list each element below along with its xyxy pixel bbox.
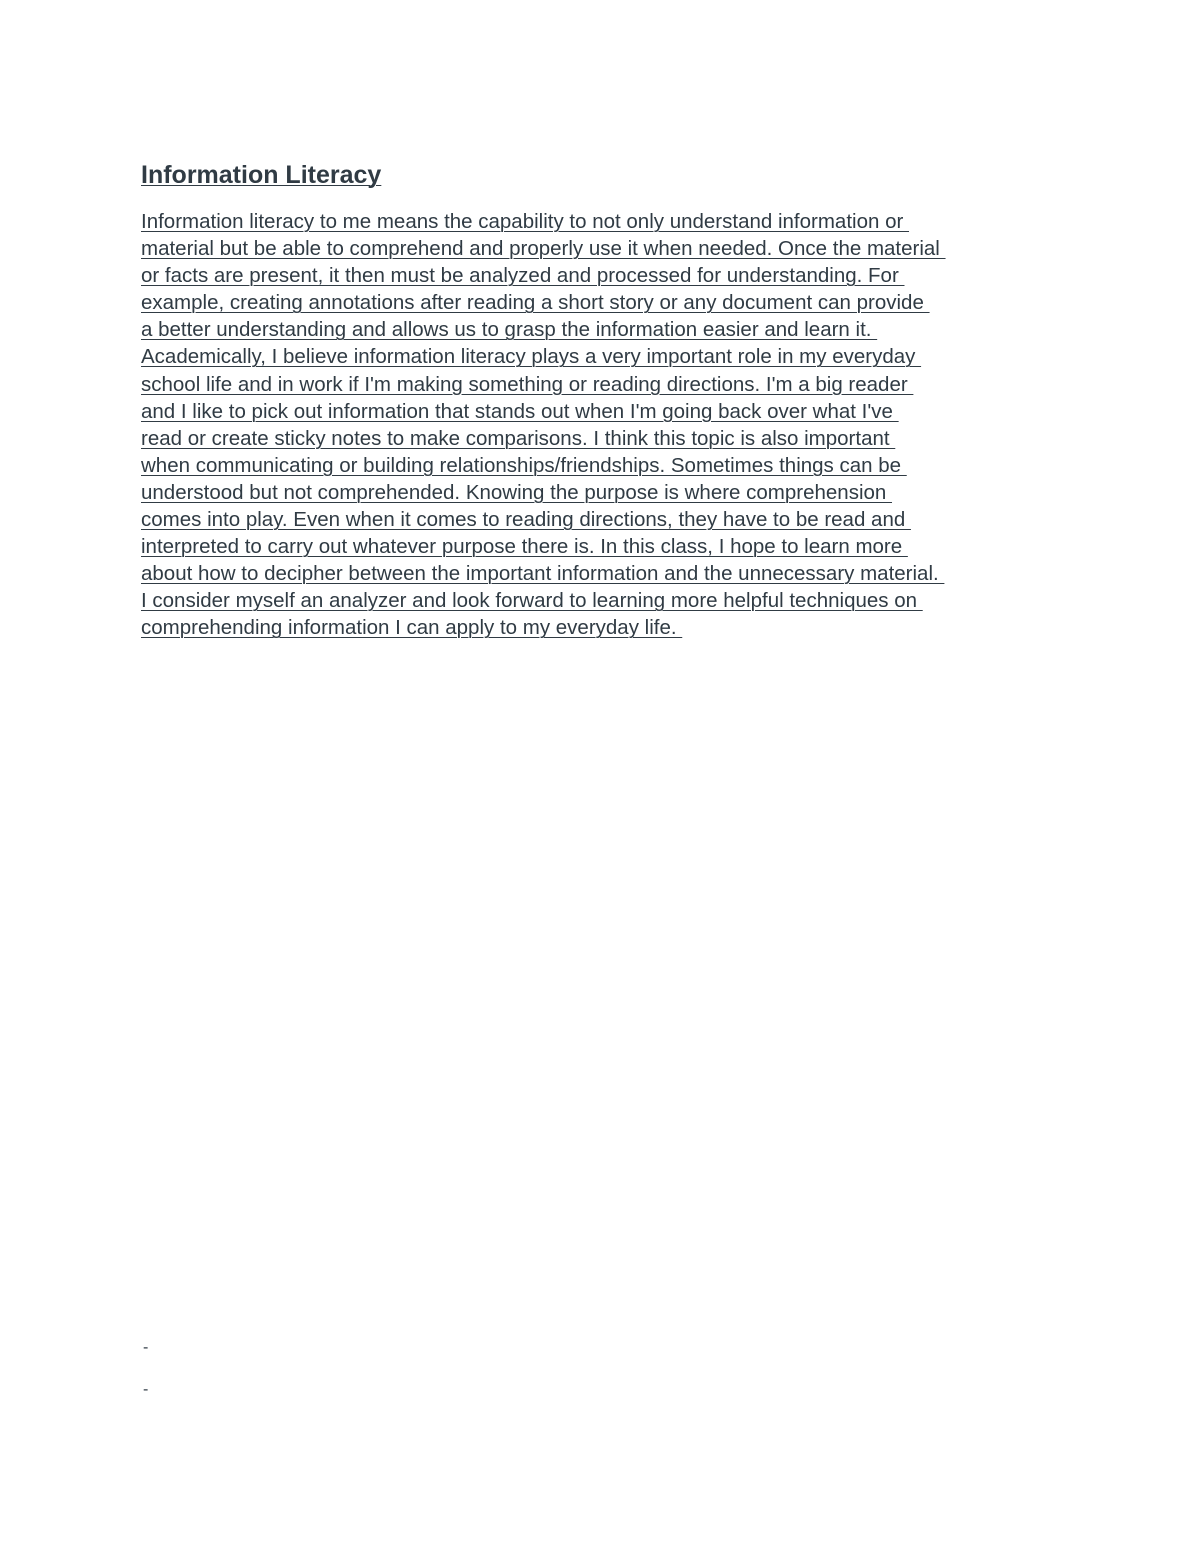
body-line: read or create sticky notes to make comparisons. I think this topic is also important — [141, 426, 896, 450]
body-line: I consider myself an analyzer and look forward to learning more helpful techniques on — [141, 589, 923, 613]
body-line: or facts are present, it then must be analyzed and processed for understanding. For — [141, 264, 905, 288]
body-line: interpreted to carry out whatever purpose there is. In this class, I hope to learn more — [141, 535, 908, 559]
body-line: school life and in work if I'm making something or reading directions. I'm a big reader — [141, 372, 914, 396]
body-line: about how to decipher between the important information and the unnecessary material. — [141, 562, 945, 586]
body-line: comes into play. Even when it comes to reading directions, they have to be read and — [141, 508, 911, 532]
body-line: when communicating or building relationships/friendships. Sometimes things can be — [141, 453, 907, 477]
document-title: Information Literacy — [141, 161, 382, 189]
body-line: understood but not comprehended. Knowing the purpose is where comprehension — [141, 480, 893, 504]
body-line: example, creating annotations after reading a short story or any document can provide — [141, 291, 930, 315]
body-line: a better understanding and allows us to grasp the information easier and learn it. — [141, 318, 878, 342]
body-line: and I like to pick out information that stands out when I'm going back over what I've — [141, 399, 899, 423]
body-line: Academically, I believe information literacy plays a very important role in my everyday — [141, 345, 922, 369]
body-line: Information literacy to me means the capability to not only understand information or — [141, 210, 910, 233]
document-body — [141, 208, 1101, 642]
footer-dash: - — [143, 1339, 149, 1356]
body-line: comprehending information I can apply to my everyday life. — [141, 616, 683, 640]
footer-dash: - — [143, 1381, 149, 1398]
body-line: material but be able to comprehend and properly use it when needed. Once the material — [141, 237, 946, 261]
